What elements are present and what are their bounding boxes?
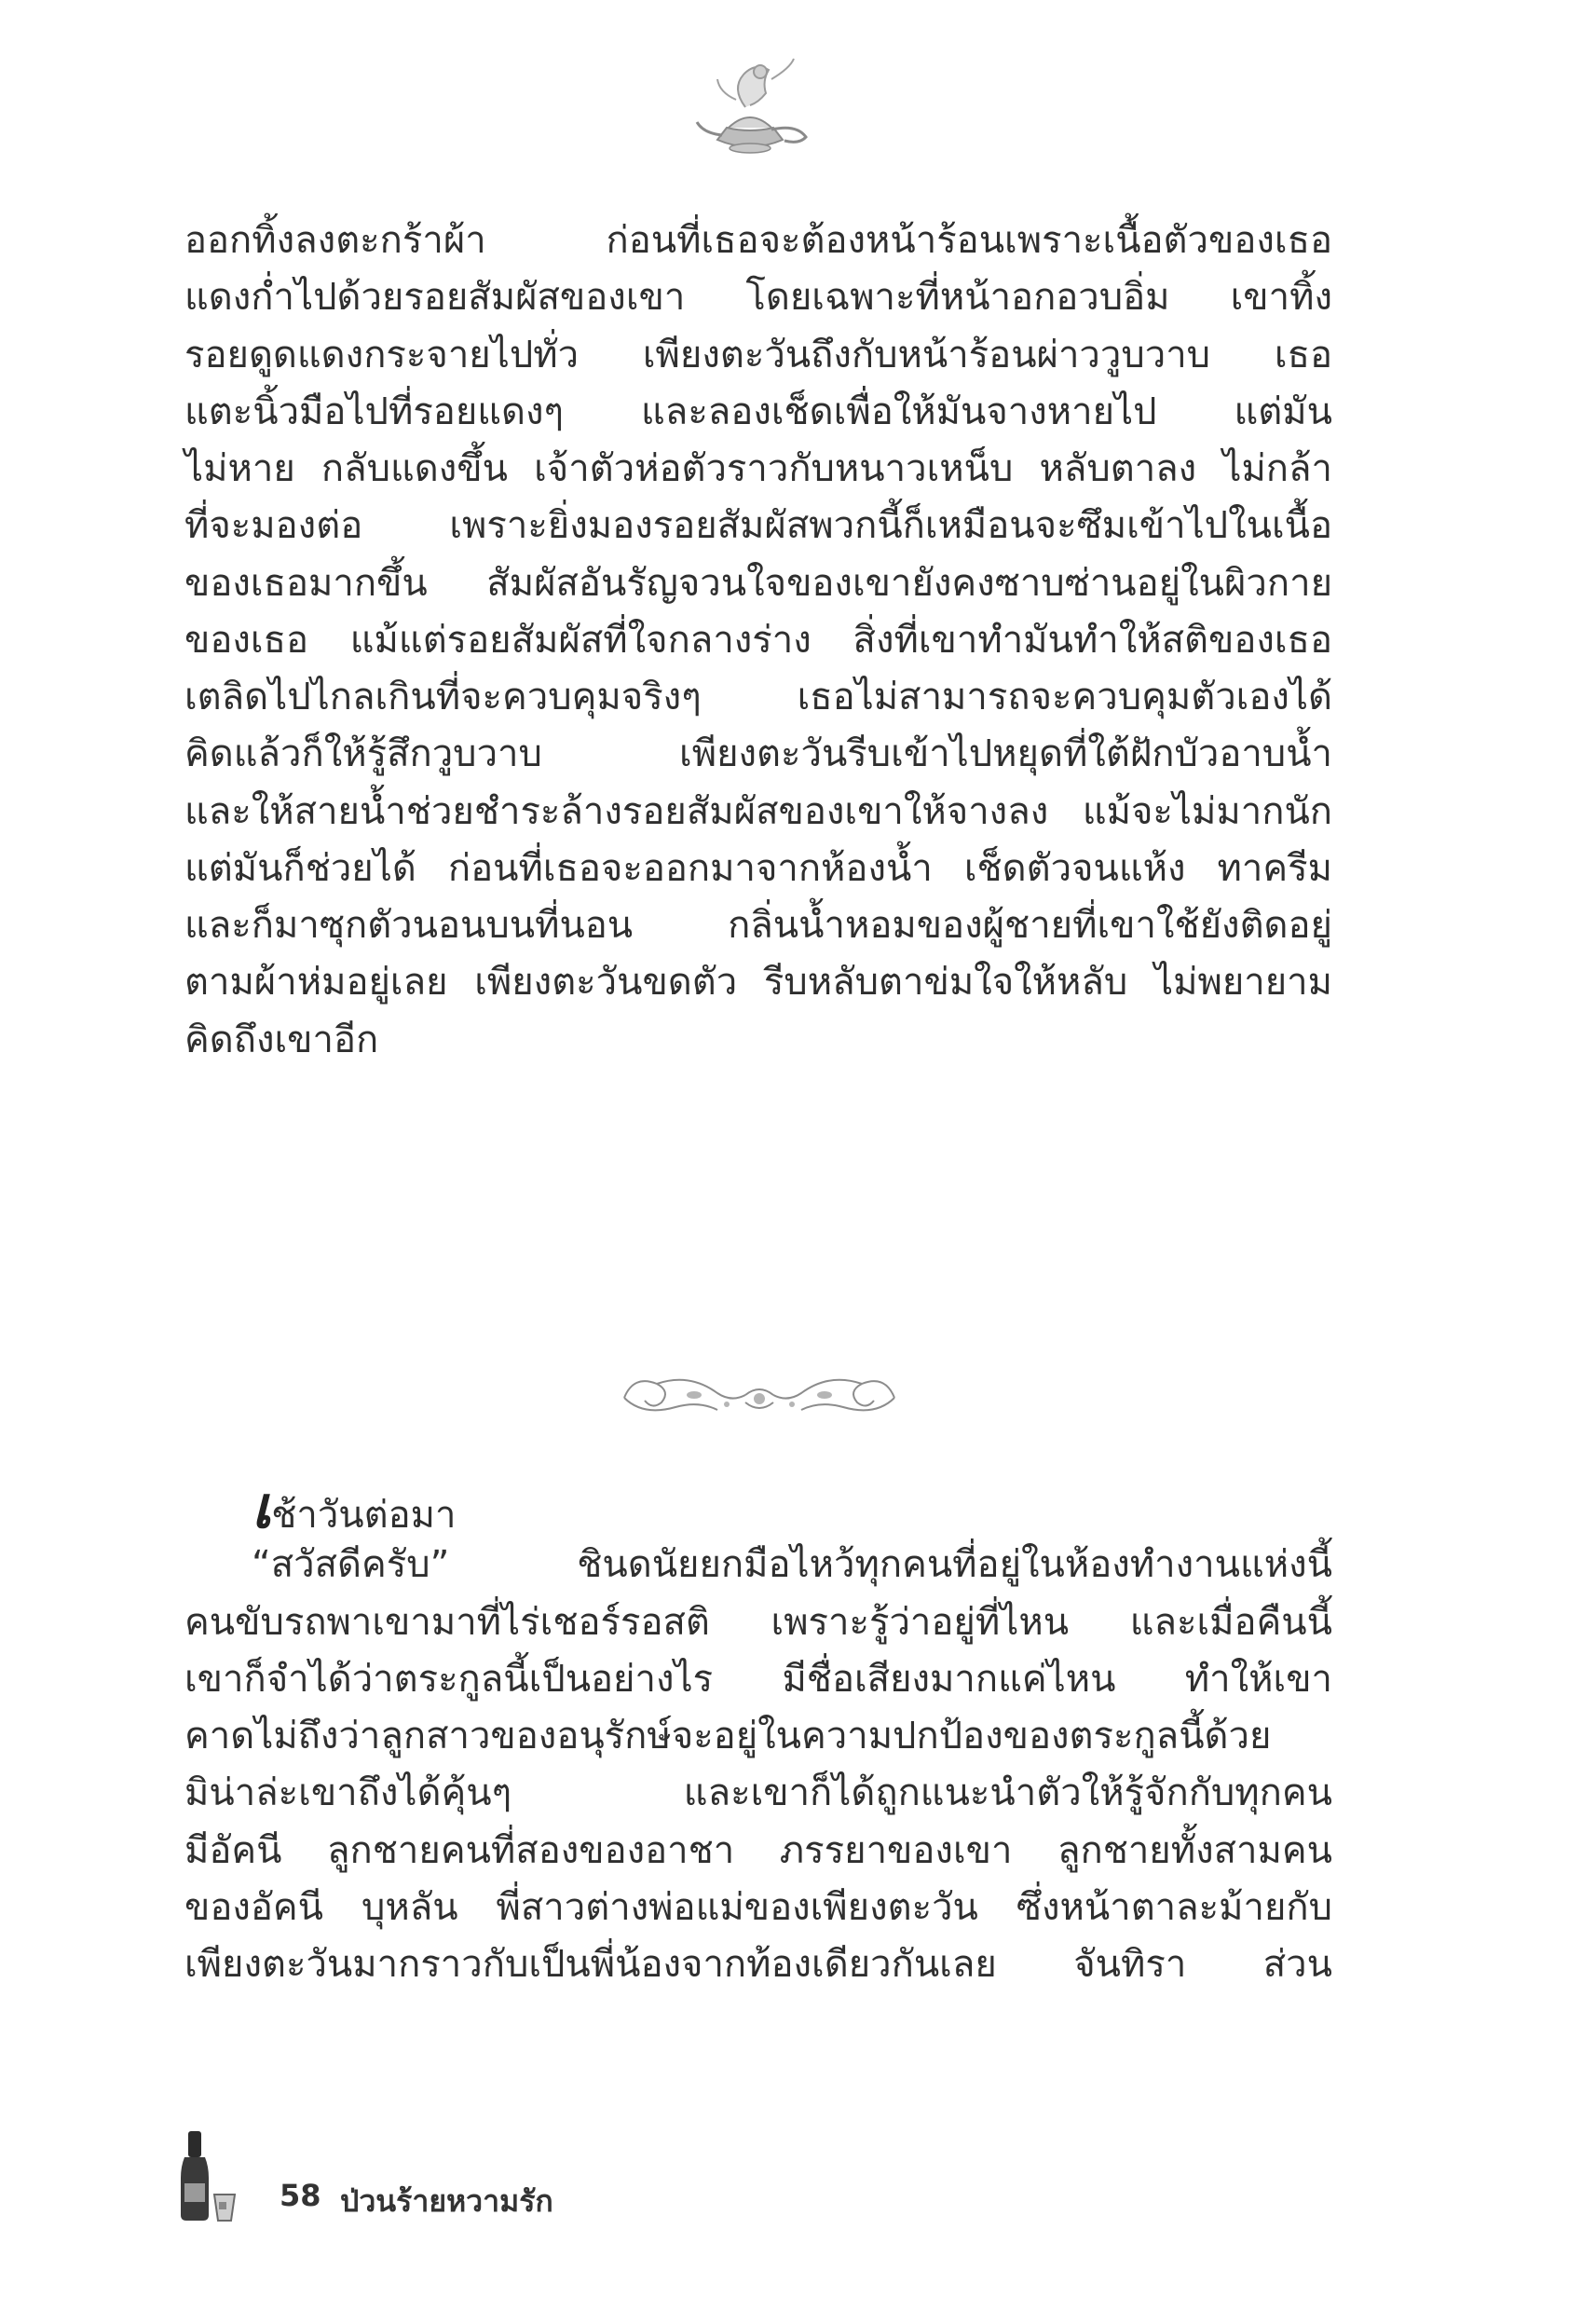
text-line: เตลิดไปไกลเกินที่จะควบคุมจริงๆ เธอไม่สามารถจะควบคุมตัวเองได้ <box>184 676 1332 718</box>
page-number: 58 <box>280 2178 321 2213</box>
text-line: ไม่หาย กลับแดงขึ้น เจ้าตัวห่อตัวราวกับหนาวเหน็บ หลับตาลง ไม่กล้า <box>184 447 1332 490</box>
text-line: และให้สายน้ำช่วยชำระล้างรอยสัมผัสของเขาให้จางลง แม้จะไม่มากนัก <box>184 789 1332 833</box>
text-line: ออกทิ้งลงตะกร้าผ้า ก่อนที่เธอจะต้องหน้าร้อนเพราะเนื้อตัวของเธอ <box>184 219 1332 262</box>
paragraph-2 <box>184 1473 1332 1995</box>
text-line-last: คิดถึงเขาอีก <box>184 1018 379 1061</box>
text-line: ของเธอมากขึ้น สัมผัสอันรัญจวนใจของเขายังคงซาบซ่านอยู่ในผิวกาย <box>184 561 1332 605</box>
text-line: มิน่าล่ะเขาถึงได้คุ้นๆ และเขาก็ได้ถูกแนะนำตัวให้รู้จักกับทุกคน <box>184 1771 1332 1815</box>
opening-text: ช้าวันต่อมา <box>271 1494 457 1537</box>
drop-cap: เ <box>252 1473 272 1541</box>
text-line: รอยดูดแดงกระจายไปทั่ว เพียงตะวันถึงกับหน้าร้อนผ่าววูบวาบ เธอ <box>184 333 1332 376</box>
genie-lamp-ornament-icon <box>680 51 820 163</box>
text-line: คนขับรถพาเขามาที่ไร่เชอร์รอสติ เพราะรู้ว่าอยู่ที่ไหน และเมื่อคืนนี้ <box>184 1600 1332 1644</box>
text-line: เพียงตะวันมากราวกับเป็นพี่น้องจากท้องเดียวกันเลย จันทิรา ส่วน <box>184 1943 1332 1986</box>
section-opening-line <box>184 1473 1332 1541</box>
page-footer <box>177 2129 736 2232</box>
text-line: ตามผ้าห่มอยู่เลย เพียงตะวันขดตัว รีบหลับตาข่มใจให้หลับ ไม่พยายาม <box>184 961 1332 1005</box>
text-line: ของอัคนี บุหลัน พี่สาวต่างพ่อแม่ของเพียงตะวัน ซึ่งหน้าตาละม้ายกับ <box>184 1885 1332 1929</box>
liquor-bottle-icon <box>177 2129 242 2222</box>
text-line: แต่มันก็ช่วยได้ ก่อนที่เธอจะออกมาจากห้องน้ำ เช็ดตัวจนแห้ง ทาครีม <box>184 846 1332 890</box>
text-line: “สวัสดีครับ” ชินดนัยยกมือไหว้ทุกคนที่อยู่ในห้องทำงานแห่งนี้ <box>252 1543 1332 1587</box>
text-line: เขาก็จำได้ว่าตระกูลนี้เป็นอย่างไร มีชื่อเสียงมากแค่ไหน ทำให้เขา <box>184 1657 1332 1701</box>
text-line: คาดไม่ถึงว่าลูกสาวของอนุรักษ์จะอยู่ในความปกป้องของตระกูลนี้ด้วย <box>184 1715 1272 1757</box>
scroll-divider-ornament <box>606 1356 913 1430</box>
text-line: มีอัคนี ลูกชายคนที่สองของอาชา ภรรยาของเขา ลูกชายทั้งสามคน <box>184 1828 1332 1872</box>
paragraph-1 <box>184 214 1332 1071</box>
text-line: ที่จะมองต่อ เพราะยิ่งมองรอยสัมผัสพวกนี้ก็เหมือนจะซึมเข้าไปในเนื้อ <box>184 504 1332 548</box>
text-line: แดงก่ำไปด้วยรอยสัมผัสของเขา โดยเฉพาะที่หน้าอกอวบอิ่ม เขาทิ้ง <box>184 276 1332 320</box>
text-line: และก็มาซุกตัวนอนบนที่นอน กลิ่นน้ำหอมของผู้ชายที่เขาใช้ยังติดอยู่ <box>184 904 1332 947</box>
text-line: คิดแล้วก็ให้รู้สึกวูบวาบ เพียงตะวันรีบเข้าไปหยุดที่ใต้ฝักบัวอาบน้ำ <box>184 732 1332 776</box>
book-title: ป่วนร้ายหวามรัก <box>340 2183 553 2219</box>
text-line: ของเธอ แม้แต่รอยสัมผัสที่ใจกลางร่าง สิ่งที่เขาทำมันทำให้สติของเธอ <box>184 618 1332 662</box>
text-line: แตะนิ้วมือไปที่รอยแดงๆ และลองเช็ดเพื่อให้มันจางหายไป แต่มัน <box>184 390 1332 433</box>
